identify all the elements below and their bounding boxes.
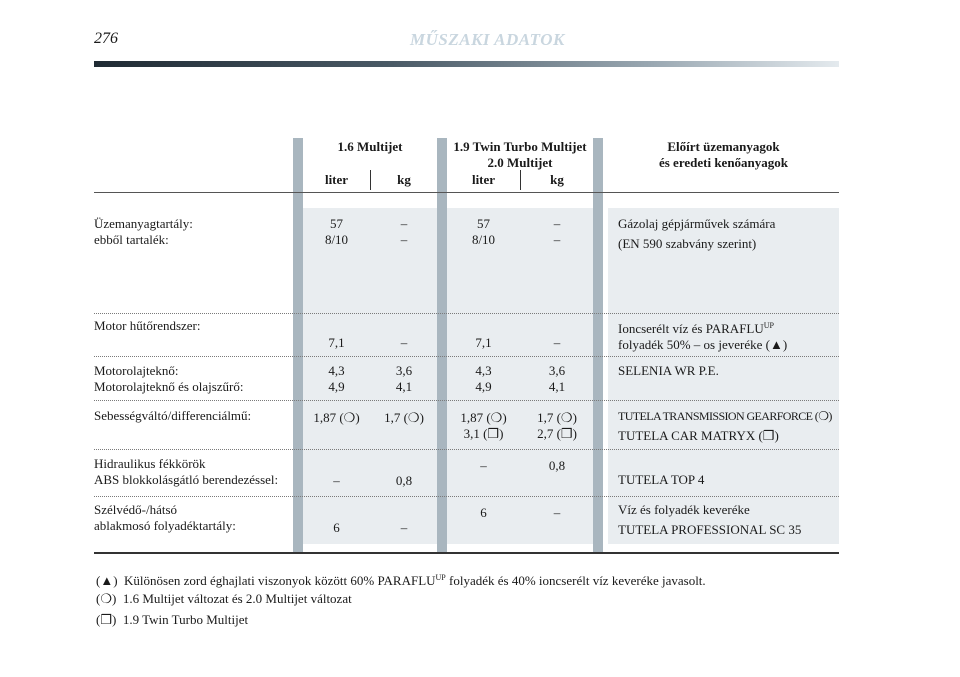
footnote: (▲) Különösen zord éghajlati viszonyok között 60% $PARAFLU^{UP}$ folyadék és 40% ioncserélt víz keveréke javasolt. [96,573,706,588]
engine-b-header-line1: 1.9 Twin Turbo Multijet [453,139,587,154]
cell-b-liter: 1,87 (❍) 3,1 (❒) [460,410,507,441]
cell-b-liter: – [480,458,487,473]
cell-b-liter: 4,3 4,9 [475,363,492,394]
cell-a-kg: 3,6 4,1 [395,363,413,394]
column-separator-bar [437,138,447,553]
cell-b-kg: – [553,505,561,520]
cell-b-kg: – [553,335,561,350]
cell-a-kg: – – [400,216,408,247]
column-separator-bar [593,138,603,553]
cell-fuel: Gázolaj gépjárművek számára (EN 590 szabvány szerint) [618,216,776,251]
cell-a-liter: 4,3 4,9 [328,363,345,394]
fuel-header [608,139,839,171]
row-label: Sebességváltó/differenciálmű: [94,408,252,423]
cell-a-kg: – [400,520,408,535]
row-label: Motorolajteknő: Motorolajteknő és olajszűrő: [94,363,244,394]
header-rule [94,61,839,67]
unit-kg-a: kg [397,172,411,187]
cell-a-kg: 0,8 [395,473,413,488]
cell-b-kg: 0,8 [548,458,566,473]
row-divider [94,400,839,401]
row-label: Motor hűtőrendszer: [94,318,201,333]
unit-liter-b: liter [471,172,496,187]
cell-b-kg: 1,7 (❍) 2,7 (❒) [537,410,577,441]
fuel-header-line1: Előírt üzemanyagok [667,139,780,154]
row-divider [94,356,839,357]
cell-fuel: TUTELA TRANSMISSION GEARFORCE (❍) TUTELA CAR MATRYX (❒) [618,409,832,443]
page-number: 276 [94,30,118,47]
column-separator-bar [293,138,303,553]
section-title: MŰSZAKI ADATOK [410,30,565,49]
cell-a-liter: 57 8/10 [324,216,349,247]
fuel-header-line2: és eredeti kenőanyagok [658,155,789,170]
row-label: Üzemanyagtartály: ebből tartalék: [94,216,193,247]
row-label: Hidraulikus fékkörök ABS blokkolásgátló berendezéssel: [94,456,279,487]
cell-a-liter: 1,87 (❍) [313,410,360,425]
cell-b-kg: – – [553,216,561,247]
cell-fuel: SELENIA WR P.E. [618,363,719,378]
cell-a-kg: 1,7 (❍) [384,410,424,425]
cell-b-liter: 7,1 [475,335,492,350]
cell-b-liter: 57 8/10 [471,216,496,247]
row-divider [94,449,839,450]
square-icon: (❒) [96,612,117,627]
cell-b-liter: 6 [480,505,487,520]
cell-a-kg: – [400,335,408,350]
circle-icon: (❍) [96,591,117,606]
unit-liter-a: liter [324,172,349,187]
triangle-icon: (▲) [96,573,118,588]
cell-a-liter: – [333,473,340,488]
table-header-rule [94,192,839,193]
row-label: Szélvédő-/hátsó ablakmosó folyadéktartály: [94,502,236,533]
cell-b-kg: 3,6 4,1 [548,363,566,394]
table-bottom-rule [94,552,839,554]
engine-b-header [447,139,593,171]
engine-a-header: 1.6 Multijet [337,139,403,154]
cell-fuel: TUTELA TOP 4 [618,472,705,487]
cell-fuel: Víz és folyadék keveréke TUTELA PROFESSIONAL SC 35 [618,502,802,537]
cell-a-liter: 6 [333,520,340,535]
cell-fuel: Ioncserélt víz és $PARAFLU^{UP}$ folyadék 50% – os jeveréke (▲) [618,321,788,352]
engine-b-header-line2: 2.0 Multijet [487,155,553,170]
row-divider [94,496,839,497]
cell-a-liter: 7,1 [328,335,345,350]
footnote: (❒) 1.9 Twin Turbo Multijet [96,612,249,627]
unit-kg-b: kg [550,172,564,187]
footnote: (❍) 1.6 Multijet változat és 2.0 Multijet változat [96,591,352,606]
row-divider [94,313,839,314]
triangle-icon: ▲ [769,337,783,352]
